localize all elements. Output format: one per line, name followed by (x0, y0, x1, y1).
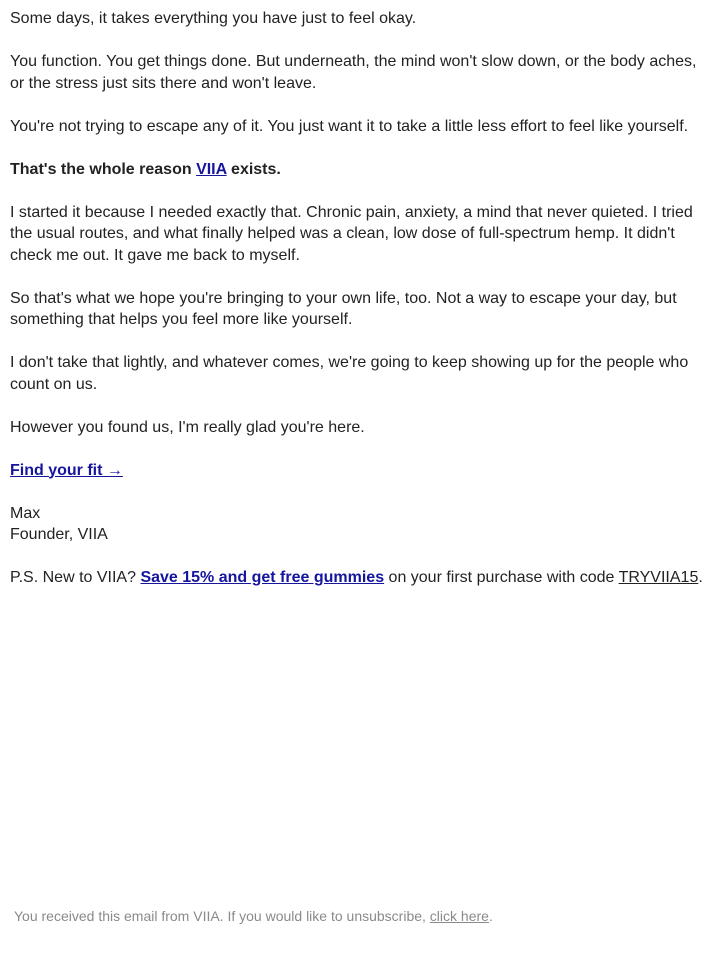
paragraph-commitment: I don't take that lightly, and whatever comes, we're going to keep showing up for the people who count on us. (10, 354, 689, 393)
save-offer-link[interactable]: Save 15% and get free gummies (140, 569, 385, 586)
signature-name: Max (10, 504, 41, 522)
ps-text-middle: on your first purchase with code (384, 569, 619, 586)
reason-text-after: exists. (226, 160, 281, 178)
ps-paragraph (10, 567, 710, 589)
signature (10, 503, 710, 546)
promo-code: TRYVIIA15 (618, 569, 699, 586)
paragraph-reason (10, 159, 710, 181)
ps-text-after: . (698, 569, 703, 586)
paragraph-not-escaping: You're not trying to escape any of it. You just want it to take a little less effort to feel like yourself. (10, 117, 689, 135)
footer-text: You received this email from VIIA. If you would like to unsubscribe, (14, 908, 430, 924)
paragraph-opening: Some days, it takes everything you have just to feel okay. (10, 10, 417, 27)
email-footer (14, 906, 493, 926)
paragraph-glad: However you found us, I'm really glad you're here. (10, 418, 365, 436)
unsubscribe-link[interactable]: click here (429, 908, 489, 924)
paragraph-founder-story: I started it because I needed exactly that. Chronic pain, anxiety, a mind that never quieted. I tried the usual routes, and what finally helped was a clean, low dose of full-spectrum hemp. It didn't check me out. It gave me back to myself. (10, 203, 693, 264)
reason-text-before: That's the whole reason (10, 160, 197, 178)
signature-title: Founder, VIIA (10, 526, 108, 543)
paragraph-function: You function. You get things done. But underneath, the mind won't slow down, or the body aches, or the stress just sits there and won't leave. (10, 53, 697, 92)
viia-link[interactable]: VIIA (196, 160, 227, 178)
cta-paragraph (10, 460, 710, 482)
ps-text-before: P.S. New to VIIA? (10, 569, 141, 586)
paragraph-hope: So that's what we hope you're bringing to your own life, too. Not a way to escape your day, but something that helps you feel more like yourself. (10, 289, 677, 328)
footer-text-after: . (488, 908, 493, 924)
find-your-fit-link[interactable]: Find your fit → (10, 461, 123, 479)
email-body (10, 8, 710, 610)
